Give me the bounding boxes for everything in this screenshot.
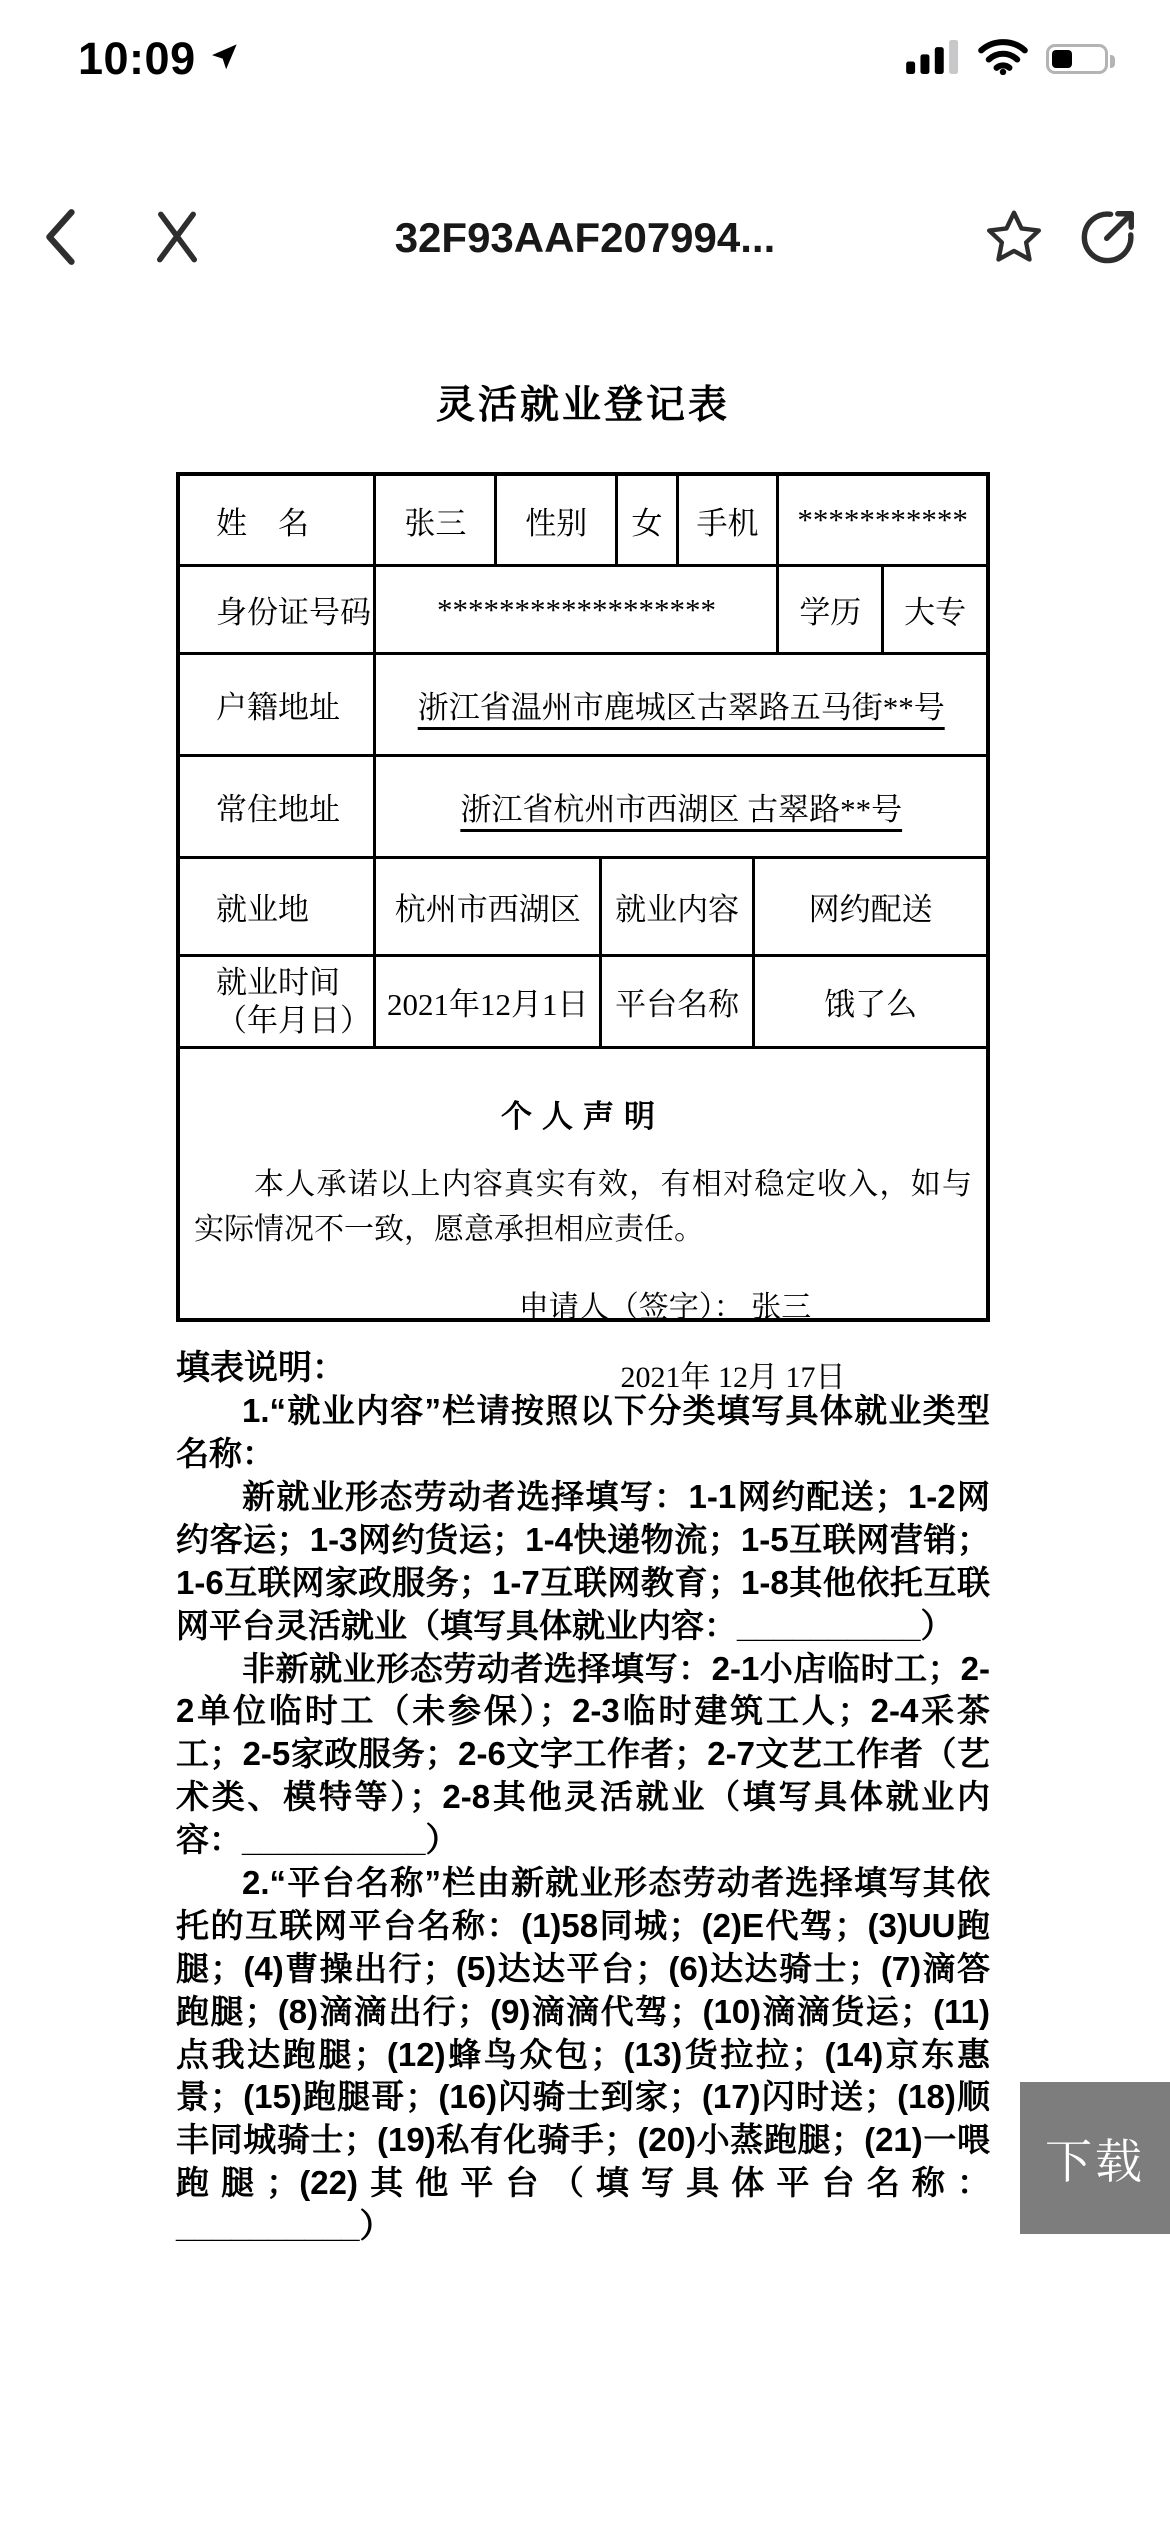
id-number-value: ****************** — [373, 567, 776, 652]
document-title: 灵活就业登记表 — [435, 384, 730, 427]
status-time: 10:09 — [78, 33, 196, 84]
statement-title: 个人声明 — [501, 1099, 665, 1134]
open-in-browser-icon — [1077, 206, 1139, 271]
wifi-icon — [978, 39, 1028, 80]
status-bar — [0, 26, 1170, 92]
name-value: 张三 — [373, 476, 494, 564]
status-right — [906, 39, 1108, 80]
hukou-address-value — [373, 655, 986, 754]
nav-bar — [0, 192, 1170, 284]
residence-address-text: 浙江省杭州市西湖区 古翠路**号 — [460, 792, 903, 827]
gender-label: 性别 — [494, 476, 615, 564]
table-row — [180, 476, 986, 564]
workplace-label: 就业地 — [216, 892, 309, 927]
table-row — [180, 754, 986, 856]
residence-address-label: 常住地址 — [216, 792, 340, 827]
employment-time-value: 2021年12月1日 — [373, 957, 599, 1046]
star-button[interactable] — [978, 192, 1050, 284]
open-in-browser-button[interactable] — [1072, 192, 1144, 284]
chevron-left-icon — [45, 208, 75, 269]
battery-fill — [1052, 50, 1072, 68]
hukou-address-label: 户籍地址 — [216, 690, 340, 725]
instructions-heading: 填表说明： — [176, 1349, 346, 1387]
platform-name-value: 饿了么 — [752, 957, 986, 1046]
location-arrow-icon — [208, 41, 240, 78]
education-value: 大专 — [881, 567, 986, 652]
hukou-address-text: 浙江省温州市鹿城区古翠路五马街**号 — [417, 690, 945, 725]
phone-value: *********** — [776, 476, 986, 564]
name-label: 姓 名 — [216, 505, 309, 541]
employment-content-value: 网约配送 — [752, 859, 986, 954]
employment-content-label: 就业内容 — [599, 859, 752, 954]
statement-signature-line: 申请人（签字）： 张三 — [518, 1291, 812, 1324]
table-row — [180, 954, 986, 1046]
star-icon — [983, 206, 1045, 271]
employment-time-label — [180, 957, 373, 1046]
employment-time-label-line2: （年月日） — [216, 1002, 371, 1038]
table-row — [180, 856, 986, 954]
instructions-paragraph-2: 新就业形态劳动者选择填写：1-1网约配送；1-2网约客运；1-3网约货运；1-4快递物流；1-5互联网营销；1-6互联网家政服务；1-7互联网教育；1-8其他依托互联网平台灵活就业（填写具体就业内容：__________） — [176, 1477, 990, 1644]
close-button[interactable] — [142, 192, 212, 284]
platform-name-label: 平台名称 — [599, 957, 752, 1046]
table-row — [180, 564, 986, 652]
statement-body: 本人承诺以上内容真实有效，有相对稳定收入，如与实际情况不一致，愿意承担相应责任。 — [194, 1168, 972, 1246]
statement-date: 2021年 12月 17日 — [620, 1361, 846, 1394]
residence-address-value — [373, 757, 986, 856]
cellular-signal-icon — [906, 40, 960, 79]
form-instructions — [176, 1346, 990, 2248]
document — [176, 374, 990, 2248]
workplace-value: 杭州市西湖区 — [373, 859, 599, 954]
back-button[interactable] — [38, 192, 82, 284]
table-row — [180, 652, 986, 754]
instructions-paragraph-3: 非新就业形态劳动者选择填写：2-1小店临时工；2-2单位临时工（未参保）；2-3临时建筑工人；2-4采茶工；2-5家政服务；2-6文字工作者；2-7文艺工作者（艺术类、模特等）；2-8其他灵活就业（填写具体就业内容：__________） — [176, 1649, 990, 1859]
instructions-paragraph-1: 1.“就业内容”栏请按照以下分类填写具体就业类型名称： — [176, 1392, 990, 1473]
gender-value: 女 — [615, 476, 675, 564]
close-icon — [151, 209, 203, 268]
page-title: 32F93AAF207994... — [394, 214, 776, 261]
instructions-paragraph-4: 2.“平台名称”栏由新就业形态劳动者选择填写其依托的互联网平台名称：(1)58同城；(2)E代驾；(3)UU跑腿；(4)曹操出行；(5)达达平台；(6)达达骑士；(7)滴答跑腿；(8)滴滴出行；(9)滴滴代驾；(10)滴滴货运；(11)点我达跑腿；(12)蜂鸟众包；(13)货拉拉；(14)京东惠景；(15)跑腿哥；(16)闪骑士到家；(17)闪时送；(18)顺丰同城骑士；(19)私有化骑手；(20)小蒸跑腿；(21)一喂跑腿；(22)其他平台（填写具体平台名称：__________） — [176, 1863, 990, 2245]
id-number-label: 身份证号码 — [216, 595, 371, 630]
education-label: 学历 — [776, 567, 881, 652]
employment-time-label-line1: 就业时间 — [216, 965, 340, 1001]
status-left — [78, 33, 240, 85]
battery-cap — [1110, 55, 1115, 68]
phone-label: 手机 — [676, 476, 777, 564]
download-button[interactable]: 下载 — [1020, 2082, 1170, 2234]
battery-icon — [1046, 44, 1108, 74]
